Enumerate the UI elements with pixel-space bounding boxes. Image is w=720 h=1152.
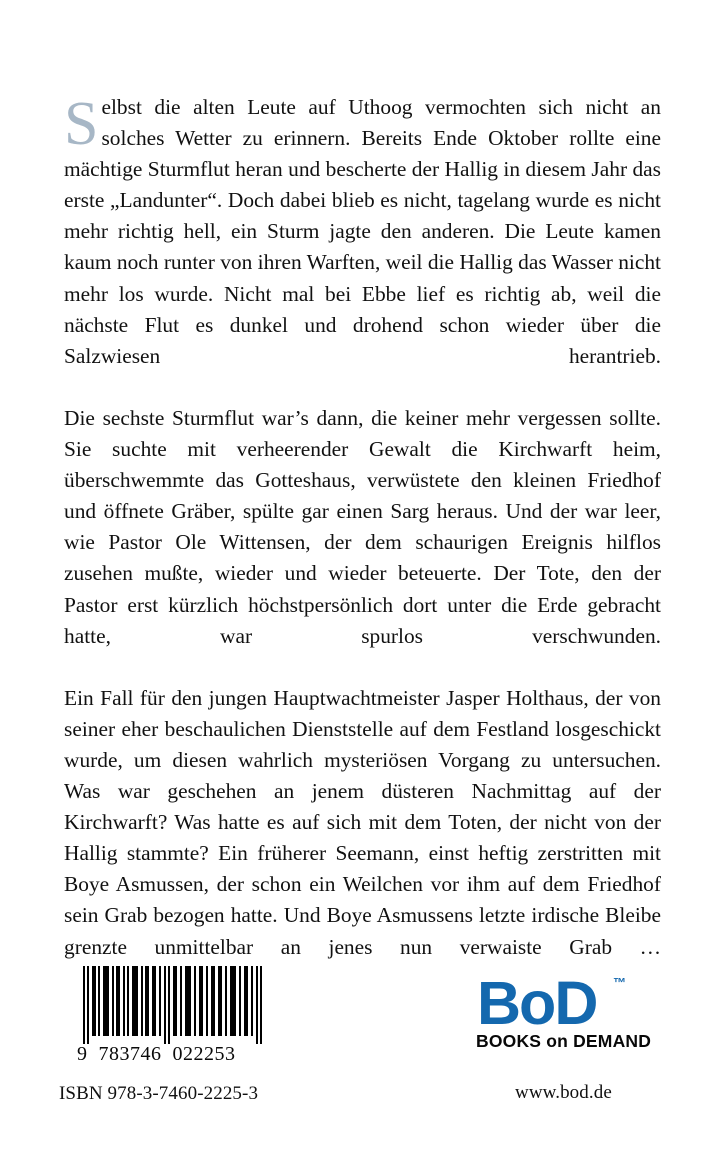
barcode-block [57,966,292,1105]
blurb-paragraph-1 [64,92,661,403]
blurb-paragraph-2: Die sechste Sturmflut war’s dann, die keiner mehr vergessen sollte. Sie suchte mit verheerender Gewalt die Kirchwarft heim, überschwemmte das Gotteshaus, verwüstete den kleinen Friedhof und öffnete Gräber, spülte gar einen Sarg heraus. Und der war leer, wie Pastor Ole Wittensen, der dem schaurigen Ereignis hilflos zusehen mußte, wieder und wieder beteuerte. Der Tote, den der Pastor erst kürzlich höchstpersönlich dort unter die Erde gebracht hatte, war spurlos verschwunden. [64,405,661,648]
blurb-paragraph-1-text: elbst die alten Leute auf Uthoog vermochten sich nicht an solches Wetter zu erinnern. Bereits Ende Oktober rollte eine mächtige Sturmflut heran und bescherte der Hallig in diesem Jahr das erste „Landunter“. Doch dabei blieb es nicht, tagelang wurde es nicht mehr richtig hell, ein Sturm jagte den anderen. Die Leute kamen kaum noch runter von ihren Warften, weil die Hallig das Wasser nicht mehr los wurde. Nicht mal bei Ebbe lief es richtig ab, weil die nächste Flut es dunkel und drohend schon wieder über die Salzwiesen herantrieb. [64,95,661,368]
ean13-barcode-icon [81,966,269,1044]
bod-wordmark-text: BoD [477,969,597,1037]
blurb-paragraph-3: Ein Fall für den jungen Hauptwachtmeister Jasper Holthaus, der von seiner eher beschaulichen Dienststelle auf dem Festland losgeschickt wurde, um diesen wahrlich mysteriösen Vorgang zu untersuchen. Was war geschehen an jenem düsteren Nachmittag auf der Kirchwarft? Was hatte es auf sich mit dem Toten, der nicht von der Hallig stammte? Ein früherer Seemann, einst heftig zerstritten mit Boye Asmussen, der schon ein Weilchen vor ihm auf dem Friedhof sein Grab bezogen hatte. Und Boye Asmussens letzte irdische Bleibe grenzte unmittelbar an jenes nun verwaiste Grab … [64,685,661,959]
isbn-label: ISBN 978-3-7460-2225-3 [59,1083,259,1104]
barcode-digits: 9 783746 022253 [77,1043,236,1065]
publisher-url: www.bod.de [515,1082,612,1103]
blurb-text-block [64,92,661,994]
drop-cap-letter: S [64,90,99,158]
publisher-logo-block [468,969,678,1104]
bod-tagline: BOOKS on DEMAND [476,1031,652,1051]
bod-logo [468,969,678,1037]
trademark-icon: ™ [613,975,626,990]
